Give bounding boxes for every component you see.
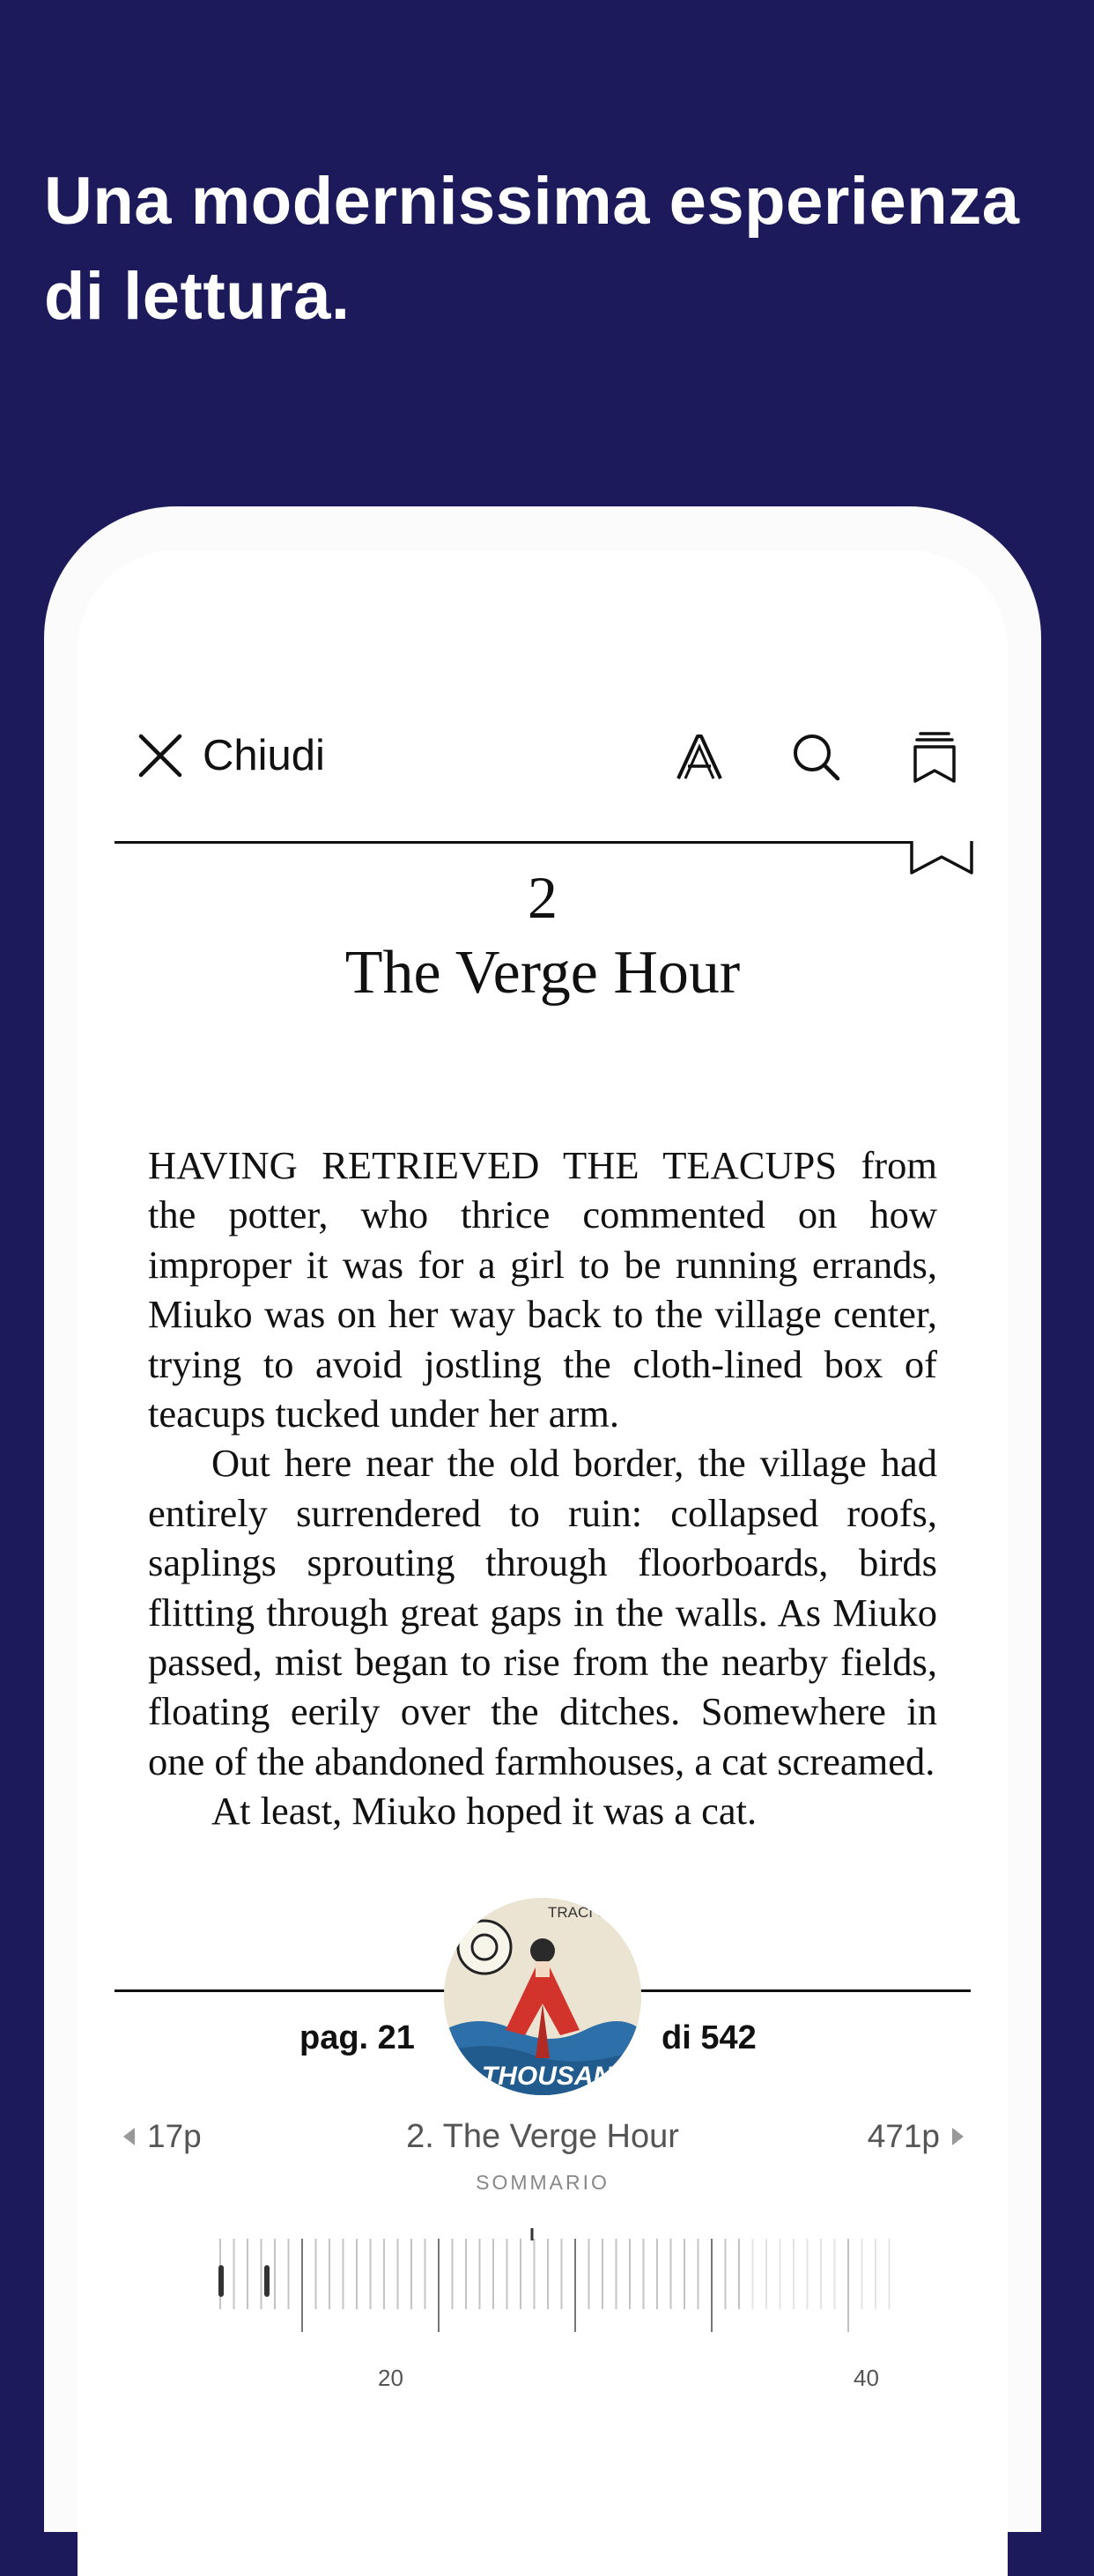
page-scrubber[interactable] [218, 2228, 906, 2351]
chapter-number: 2 [528, 864, 558, 931]
paragraph: Out here near the old border, the village had entirely surrendered to ruin: collapsed roofs, saplings sprouting through floorboards, birds flitting through great gaps in the walls. As Miuko passed, mist began to rise from the nearby fields, floating eerily over the ditches. Somewhere in one of the abandoned farmhouses, a cat screamed. [148, 1441, 937, 1783]
current-chapter-label: 2. The Verge Hour [406, 2118, 679, 2155]
chevron-right-icon [952, 2128, 964, 2145]
scrubber-handle[interactable] [218, 2265, 224, 2297]
scrubber-handle[interactable] [264, 2265, 270, 2297]
cover-title: A THOUSAND [456, 2062, 632, 2091]
library-button[interactable] [904, 727, 965, 788]
previous-chapter-label: 17p [147, 2118, 202, 2154]
search-icon [790, 731, 843, 784]
cover-author: TRACI CHEE [548, 1904, 639, 1921]
reader-screen [78, 550, 1008, 2576]
book-cover-thumbnail[interactable] [444, 1898, 641, 2095]
table-of-contents-link[interactable]: SOMMARIO [476, 2171, 610, 2194]
close-button[interactable] [137, 731, 325, 780]
total-pages: di 542 [662, 2019, 757, 2056]
search-button[interactable] [786, 727, 847, 788]
next-chapter-label: 471p [867, 2118, 940, 2154]
scrubber-tick-label: 20 [378, 2365, 403, 2391]
close-label: Chiudi [203, 732, 325, 779]
book-cover-art [444, 1898, 641, 2095]
phone-frame [44, 506, 1041, 2532]
current-page: pag. 21 [299, 2019, 415, 2056]
bookshelf-icon [910, 730, 959, 785]
close-icon [137, 733, 183, 779]
font-settings-icon [673, 731, 726, 784]
top-divider [115, 841, 971, 844]
font-settings-button[interactable] [669, 727, 730, 788]
paragraph: HAVING RETRIEVED THE TEACUPS from the potter, who thrice commented on how improper it was for a girl to be running errands, Miuko was on her way back to the village center, trying to avoid jostling the cloth-lined box of teacups tucked under her arm. [148, 1143, 937, 1436]
headline: Una modernissima esperienza di lettura. [44, 164, 1020, 334]
paragraph: At least, Miuko hoped it was a cat. [211, 1789, 758, 1834]
next-chapter-button[interactable] [868, 2118, 964, 2155]
chapter-title: The Verge Hour [344, 939, 741, 1007]
scrubber-tick-label: 40 [854, 2365, 879, 2391]
